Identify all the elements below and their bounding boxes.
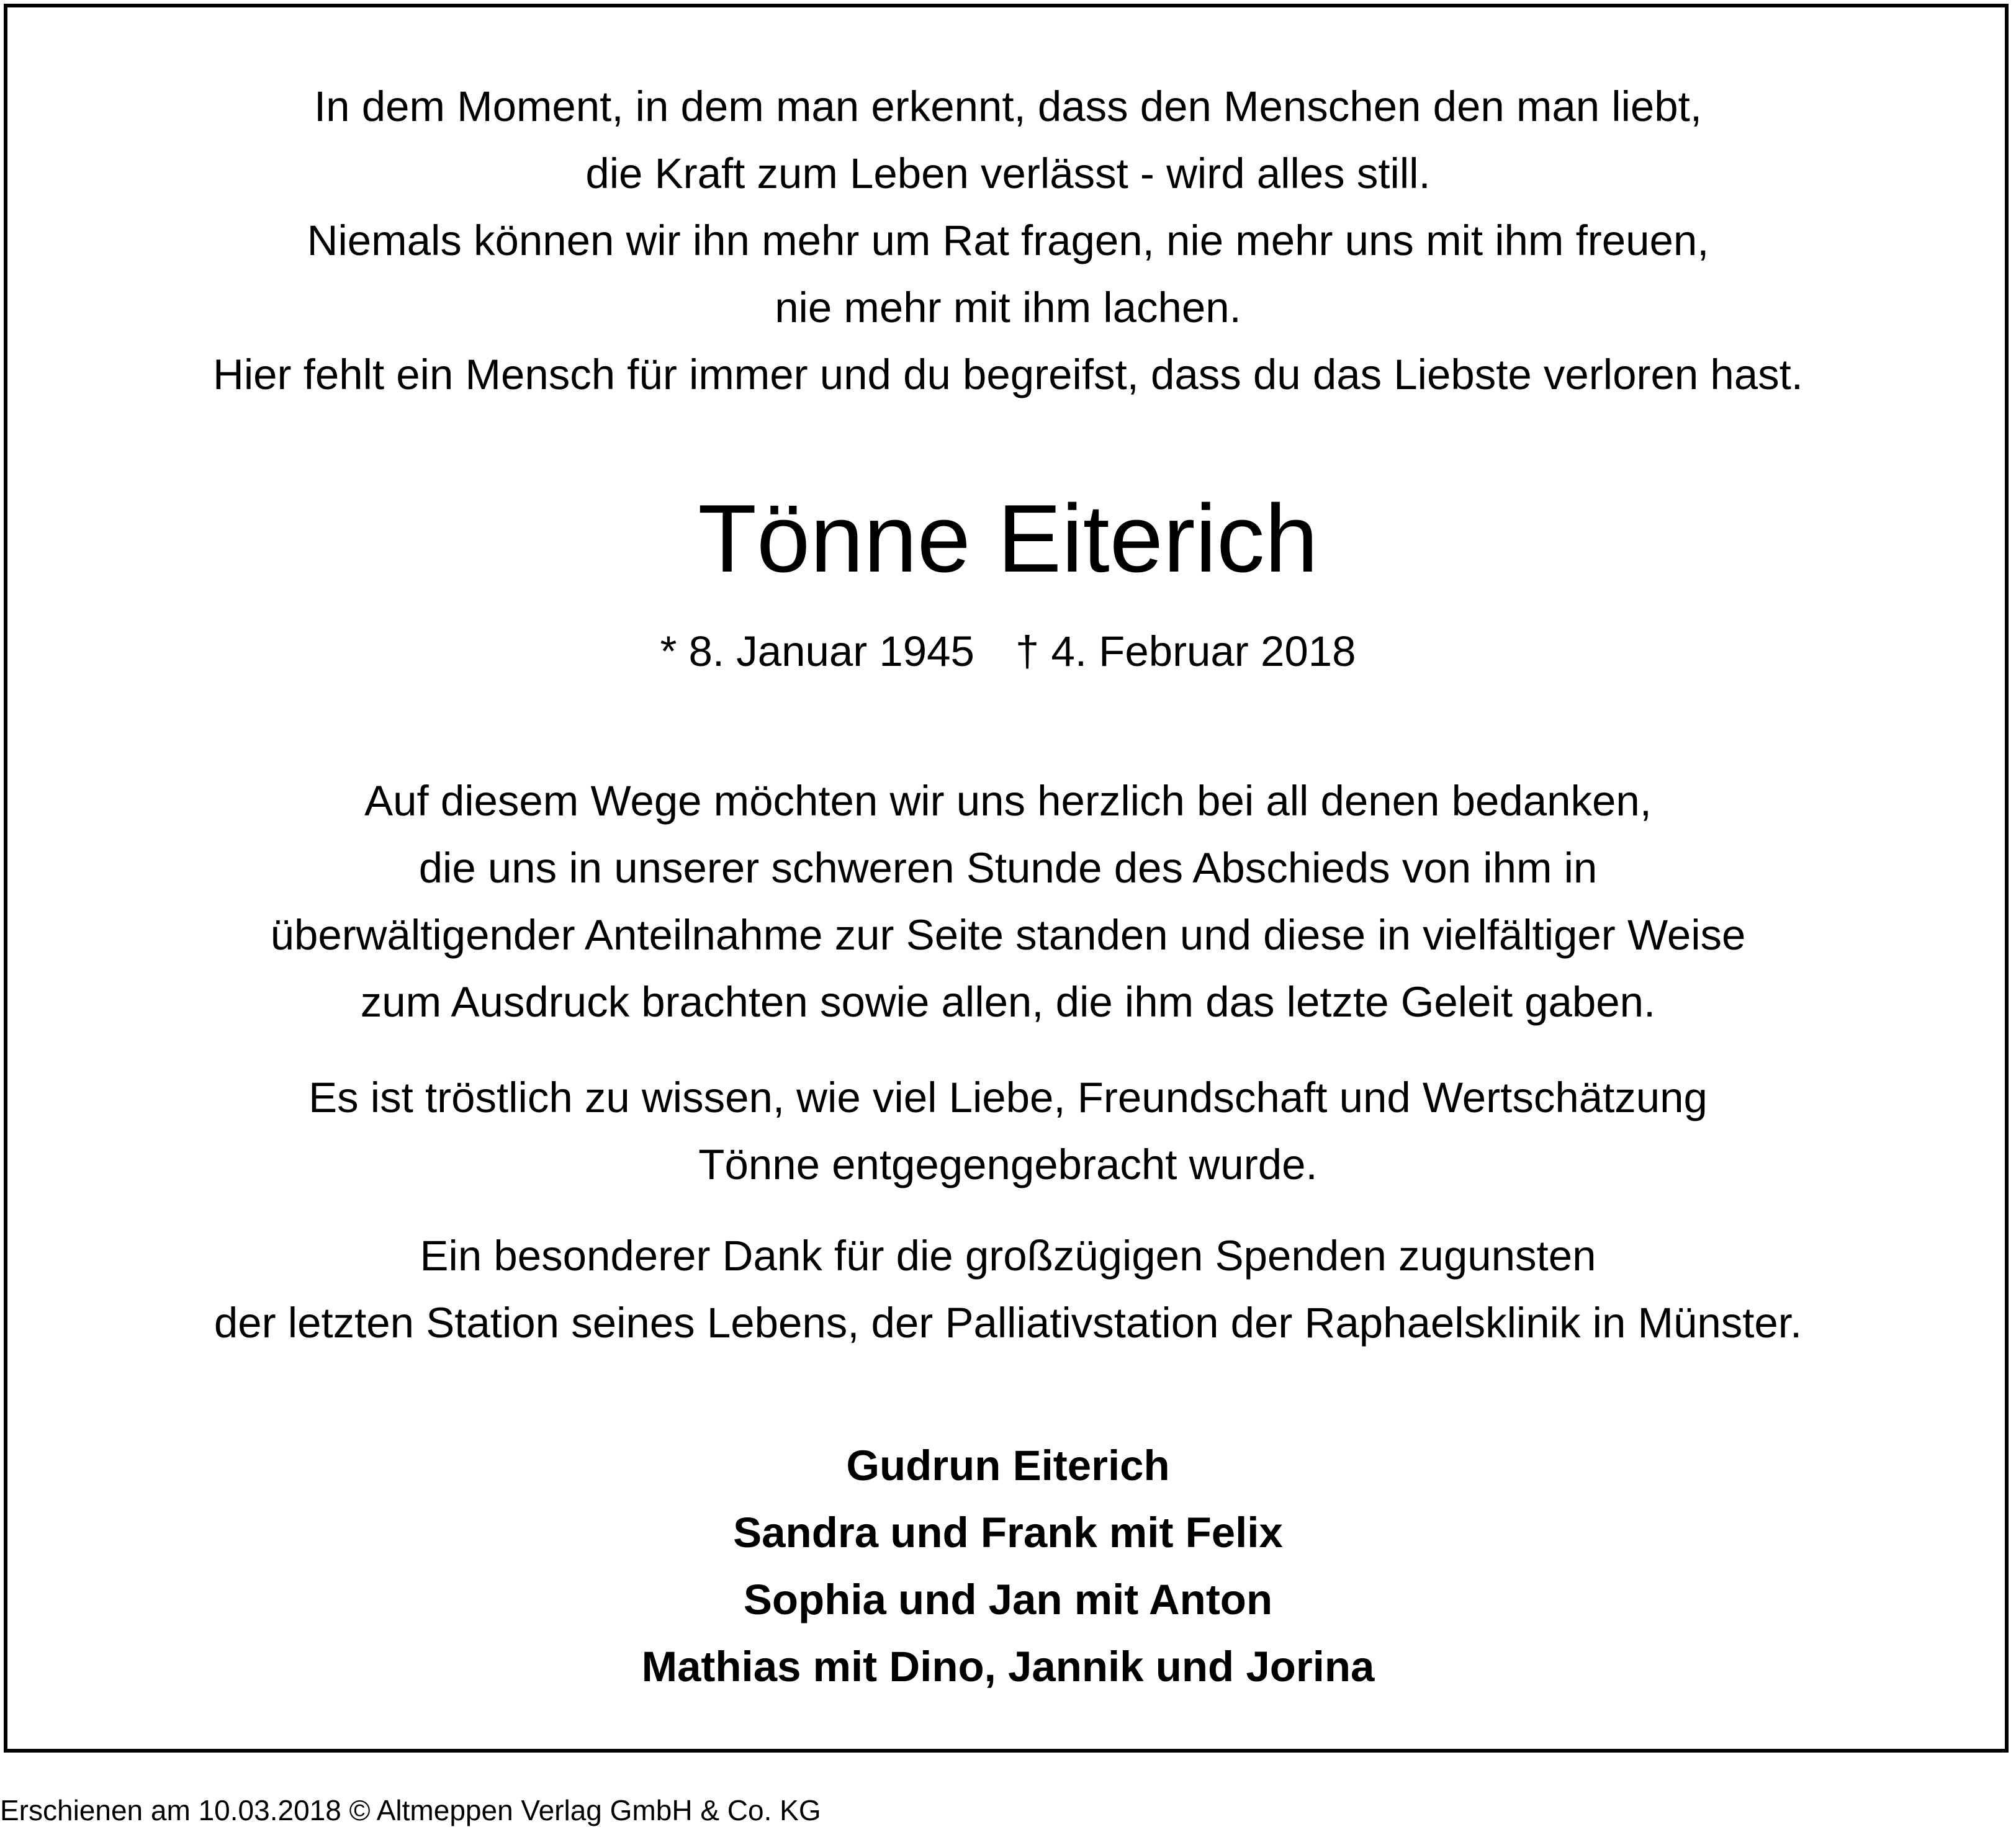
poem-line: Niemals können wir ihn mehr um Rat fragen, nie mehr uns mit ihm freuen, [307,217,1709,264]
death-date: † 4. Februar 2018 [1015,627,1356,675]
thanks-line: Auf diesem Wege möchten wir uns herzlich bei all denen bedanken, [364,777,1652,825]
poem [0,73,2016,408]
deceased-name: Tönne Eiterich [698,485,1318,592]
thanks-line: der letzten Station seines Lebens, der Palliativstation der Raphaelsklinik in Münster. [214,1299,1802,1347]
signer-name: Sandra und Frank mit Felix [733,1509,1283,1556]
thanks-paragraph-1 [0,768,2016,1036]
thanks-line: zum Ausdruck brachten sowie allen, die ihm das letzte Geleit gaben. [360,978,1656,1026]
poem-line: Hier fehlt ein Mensch für immer und du begreifst, dass du das Liebste verloren hast. [213,351,1803,398]
birth-date: * 8. Januar 1945 [660,627,974,675]
thanks-line: Tönne entgegengebracht wurde. [698,1141,1318,1188]
thanks-line: die uns in unserer schweren Stunde des Abschieds von ihm in [418,844,1598,892]
life-dates [0,621,2016,683]
thanks-line: überwältigender Anteilnahme zur Seite standen und diese in vielfältiger Weise [270,911,1746,959]
thanks-line: Es ist tröstlich zu wissen, wie viel Liebe, Freundschaft und Wertschätzung [308,1074,1708,1121]
thanks-paragraph-2 [0,1064,2016,1198]
signer-name: Sophia und Jan mit Anton [743,1576,1273,1623]
poem-line: nie mehr mit ihm lachen. [775,284,1241,331]
signer-name: Gudrun Eiterich [846,1442,1170,1489]
publication-footer: Erschienen am 10.03.2018 © Altmeppen Verlag GmbH & Co. KG [0,1794,821,1826]
signers [0,1432,2016,1700]
thanks-line: Ein besonderer Dank für die großzügigen Spenden zugunsten [420,1232,1596,1280]
thanks-paragraph-3 [0,1223,2016,1357]
poem-line: die Kraft zum Leben verlässt - wird alles still. [585,150,1431,197]
signer-name: Mathias mit Dino, Jannik und Jorina [641,1643,1375,1691]
poem-line: In dem Moment, in dem man erkennt, dass den Menschen den man liebt, [313,83,1703,130]
